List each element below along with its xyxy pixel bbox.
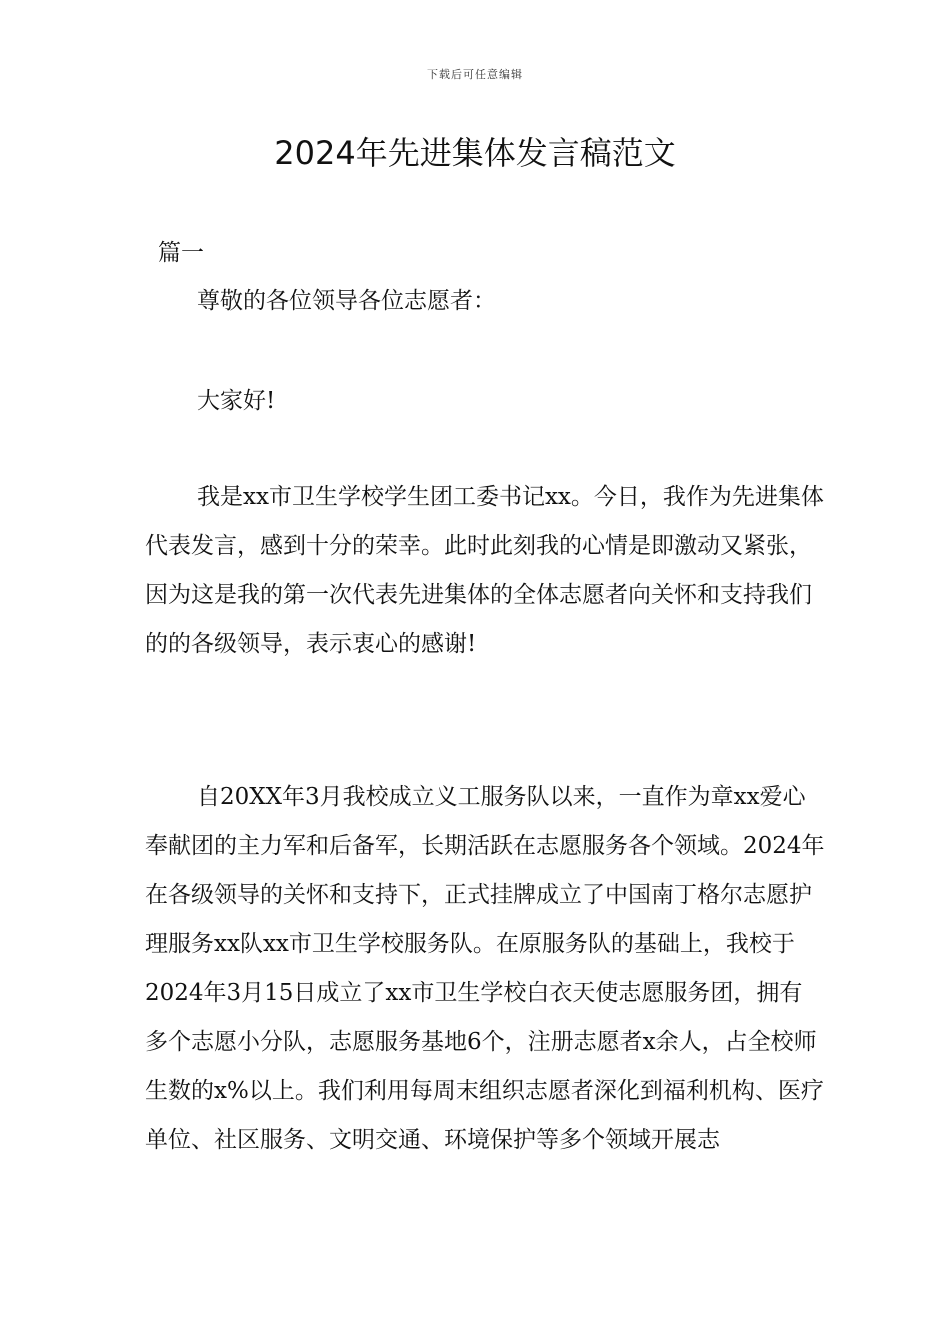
paragraph-2: 自20XX年3月我校成立义工服务队以来，一直作为章xx爱心奉献团的主力军和后备军，长期活跃在志愿服务各个领域。2024年在各级领导的关怀和支持下，正式挂牌成立了中国南丁格尔志愿护理服务xx队xx市卫生学校服务队。在原服务队的基础上，我校于2024年3月15日成立了xx市卫生学校白衣天使志愿服务团，拥有多个志愿小分队，志愿服务基地6个，注册志愿者x余人，占全校师生数的x%以上。我们利用每周末组织志愿者深化到福利机构、医疗单位、社区服务、文明交通、环境保护等多个领域开展志 <box>145 784 825 1153</box>
hello-line: 大家好! <box>197 388 276 414</box>
section-label: 篇一 <box>158 240 204 266</box>
paragraph-1: 我是xx市卫生学校学生团工委书记xx。今日，我作为先进集体代表发言，感到十分的荣幸。此时此刻我的心情是即激动又紧张，因为这是我的第一次代表先进集体的全体志愿者向关怀和支持我们的的各级领导，表示衷心的感谢! <box>145 484 824 657</box>
greeting-line: 尊敬的各位领导各位志愿者： <box>197 288 496 314</box>
document-title: 2024年先进集体发言稿范文 <box>274 134 676 172</box>
header-note: 下载后可任意编辑 <box>427 68 523 81</box>
